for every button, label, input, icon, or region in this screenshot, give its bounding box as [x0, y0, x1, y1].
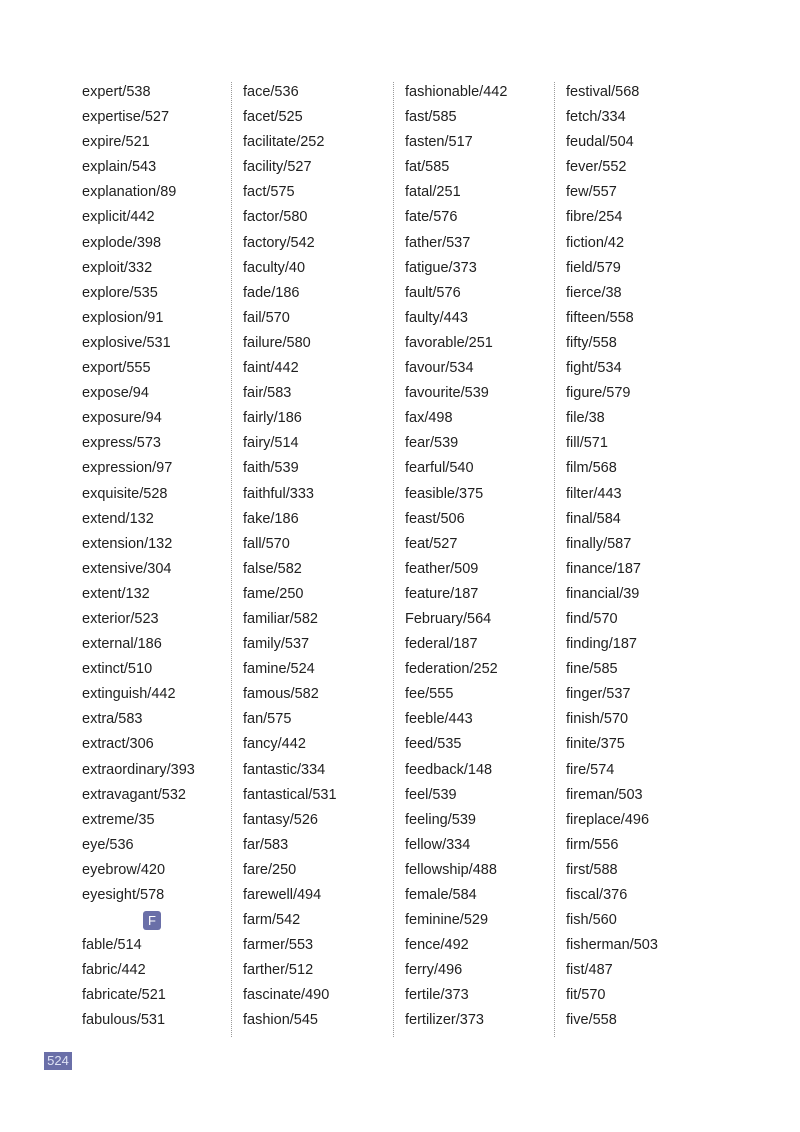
word-entry: eyebrow/420 — [82, 861, 166, 878]
word-entry: fail/570 — [243, 309, 290, 326]
word-entry: feather/509 — [405, 560, 479, 577]
word-entry: faithful/333 — [243, 485, 314, 502]
word-entry: fifty/558 — [566, 334, 617, 351]
word-entry: feeling/539 — [405, 811, 476, 828]
word-entry: fashionable/442 — [405, 84, 508, 100]
word-entry: exposure/94 — [82, 410, 162, 427]
word-entry: fat/585 — [405, 159, 450, 176]
word-entry: fair/583 — [243, 385, 292, 402]
word-entry: explicit/442 — [82, 209, 155, 226]
word-entry: first/588 — [566, 861, 618, 878]
word-entry: feudal/504 — [566, 134, 634, 151]
word-entry: fever/552 — [566, 159, 627, 176]
word-entry: expertise/527 — [82, 109, 170, 126]
word-entry: fate/576 — [405, 209, 458, 226]
word-entry: fantastical/531 — [243, 786, 337, 803]
word-entry: fireman/503 — [566, 786, 643, 803]
word-entry: fifteen/558 — [566, 309, 634, 326]
word-entry: faith/539 — [243, 460, 299, 477]
word-entry: explore/535 — [82, 284, 158, 301]
word-entry: finance/187 — [566, 560, 641, 577]
page-number: 524 — [44, 1052, 72, 1070]
word-entry: fireplace/496 — [566, 811, 650, 828]
word-entry: fatal/251 — [405, 184, 461, 201]
word-entry: fault/576 — [405, 284, 461, 301]
word-entry: feel/539 — [405, 786, 457, 803]
word-entry: explosion/91 — [82, 309, 164, 326]
word-entry: fast/585 — [405, 109, 457, 126]
word-entry: fetch/334 — [566, 109, 626, 126]
word-entry: extensive/304 — [82, 560, 172, 577]
word-entry: fabulous/531 — [82, 1012, 166, 1029]
word-entry: fairy/514 — [243, 435, 299, 452]
word-entry: fan/575 — [243, 711, 292, 728]
word-entry: explanation/89 — [82, 184, 177, 201]
word-entry: feasible/375 — [405, 485, 484, 502]
word-entry: expire/521 — [82, 134, 150, 151]
word-entry: feminine/529 — [405, 912, 489, 929]
word-entry: fish/560 — [566, 912, 617, 929]
word-entry: false/582 — [243, 560, 302, 577]
word-entry: fantastic/334 — [243, 761, 326, 778]
word-entry: external/186 — [82, 636, 162, 653]
word-entry: fare/250 — [243, 861, 297, 878]
word-entry: fantasy/526 — [243, 811, 318, 828]
word-entry: financial/39 — [566, 585, 640, 602]
word-entry: explode/398 — [82, 234, 162, 251]
word-entry: expose/94 — [82, 385, 149, 402]
word-entry: faint/442 — [243, 360, 299, 377]
word-entry: feature/187 — [405, 585, 479, 602]
word-entry: fable/514 — [82, 937, 142, 954]
word-entry: fade/186 — [243, 284, 300, 301]
word-entry: exquisite/528 — [82, 485, 168, 502]
word-entry: female/584 — [405, 887, 477, 903]
word-entry: feast/506 — [405, 510, 465, 527]
word-entry: final/584 — [566, 510, 621, 527]
word-entry: extra/583 — [82, 711, 143, 728]
word-entry: expert/538 — [82, 84, 151, 100]
word-entry: find/570 — [566, 610, 618, 627]
section-letter-row — [82, 908, 222, 933]
word-entry: figure/579 — [566, 385, 631, 402]
word-entry: extraordinary/393 — [82, 761, 195, 778]
word-entry: extent/132 — [82, 585, 150, 602]
word-entry: file/38 — [566, 410, 605, 427]
word-entry: firm/556 — [566, 836, 619, 853]
word-entry: feedback/148 — [405, 761, 493, 778]
column-divider — [393, 82, 394, 1037]
word-entry: fibre/254 — [566, 209, 623, 226]
word-entry: finally/587 — [566, 535, 632, 552]
word-entry: fame/250 — [243, 585, 304, 602]
word-entry: fabric/442 — [82, 962, 146, 979]
word-entry: fill/571 — [566, 435, 608, 452]
word-entry: eye/536 — [82, 836, 134, 853]
word-entry: fabricate/521 — [82, 987, 166, 1004]
word-entry: fact/575 — [243, 184, 295, 201]
word-entry: extract/306 — [82, 736, 154, 753]
section-letter-badge: F — [143, 911, 161, 930]
word-entry: exterior/523 — [82, 610, 159, 627]
word-entry: fatigue/373 — [405, 259, 477, 276]
word-entry: fit/570 — [566, 987, 606, 1004]
word-entry: film/568 — [566, 460, 617, 477]
word-entry: festival/568 — [566, 84, 640, 100]
word-entry: fiscal/376 — [566, 887, 628, 903]
word-entry: famous/582 — [243, 686, 319, 703]
word-entry: fisherman/503 — [566, 937, 658, 954]
word-entry: farewell/494 — [243, 887, 322, 903]
word-entry: farm/542 — [243, 912, 301, 929]
word-entry: fertilizer/373 — [405, 1012, 484, 1029]
word-entry: feed/535 — [405, 736, 462, 753]
word-entry: favorable/251 — [405, 334, 493, 351]
word-entry: expression/97 — [82, 460, 173, 477]
word-entry: fear/539 — [405, 435, 459, 452]
word-entry: feat/527 — [405, 535, 458, 552]
word-entry: fire/574 — [566, 761, 615, 778]
word-entry: extension/132 — [82, 535, 173, 552]
word-entry: extinguish/442 — [82, 686, 176, 703]
word-entry: finding/187 — [566, 636, 637, 653]
word-entry: February/564 — [405, 610, 492, 627]
word-entry: fascinate/490 — [243, 987, 330, 1004]
word-entry: five/558 — [566, 1012, 617, 1029]
word-entry: faculty/40 — [243, 259, 306, 276]
word-entry: factory/542 — [243, 234, 315, 251]
word-entry: fierce/38 — [566, 284, 622, 301]
word-entry: famine/524 — [243, 661, 315, 678]
word-entry: farmer/553 — [243, 937, 314, 954]
word-entry: fake/186 — [243, 510, 299, 527]
word-entry: ferry/496 — [405, 962, 463, 979]
word-entry: extinct/510 — [82, 661, 153, 678]
word-entry: few/557 — [566, 184, 617, 201]
word-entry: faulty/443 — [405, 309, 468, 326]
word-column-2 — [243, 80, 393, 1034]
word-entry: finish/570 — [566, 711, 629, 728]
word-entry: fairly/186 — [243, 410, 302, 427]
word-entry: export/555 — [82, 360, 151, 377]
word-entry: fellowship/488 — [405, 861, 497, 878]
word-entry: far/583 — [243, 836, 289, 853]
word-entry: favourite/539 — [405, 385, 489, 402]
word-column-1 — [82, 80, 232, 1034]
word-entry: field/579 — [566, 259, 621, 276]
word-entry: familiar/582 — [243, 610, 318, 627]
word-entry: filter/443 — [566, 485, 622, 502]
word-entry: extend/132 — [82, 510, 154, 527]
word-entry: fight/534 — [566, 360, 622, 377]
word-entry: extravagant/532 — [82, 786, 186, 803]
word-entry: federation/252 — [405, 661, 498, 678]
word-entry: feeble/443 — [405, 711, 473, 728]
word-entry: facilitate/252 — [243, 134, 325, 151]
word-entry: fancy/442 — [243, 736, 306, 753]
word-entry: fence/492 — [405, 937, 469, 954]
word-entry: exploit/332 — [82, 259, 153, 276]
word-column-4 — [566, 80, 716, 1034]
word-entry: failure/580 — [243, 334, 311, 351]
word-entry: fellow/334 — [405, 836, 471, 853]
word-entry: express/573 — [82, 435, 161, 452]
word-entry: finite/375 — [566, 736, 625, 753]
word-entry: fiction/42 — [566, 234, 625, 251]
word-entry: federal/187 — [405, 636, 478, 653]
word-entry: eyesight/578 — [82, 887, 165, 903]
word-entry: facet/525 — [243, 109, 303, 126]
word-entry: father/537 — [405, 234, 471, 251]
word-entry: fist/487 — [566, 962, 613, 979]
word-entry: extreme/35 — [82, 811, 155, 828]
word-entry: facility/527 — [243, 159, 312, 176]
word-column-3 — [405, 80, 555, 1034]
word-entry: fashion/545 — [243, 1012, 318, 1029]
word-entry: fax/498 — [405, 410, 453, 427]
word-entry: farther/512 — [243, 962, 314, 979]
word-entry: fearful/540 — [405, 460, 474, 477]
word-entry: explain/543 — [82, 159, 157, 176]
word-entry: favour/534 — [405, 360, 474, 377]
word-entry: face/536 — [243, 84, 299, 100]
word-entry: finger/537 — [566, 686, 631, 703]
word-entry: explosive/531 — [82, 334, 171, 351]
word-entry: family/537 — [243, 636, 310, 653]
word-entry: fasten/517 — [405, 134, 473, 151]
word-entry: fall/570 — [243, 535, 290, 552]
word-entry: factor/580 — [243, 209, 308, 226]
word-entry: fee/555 — [405, 686, 454, 703]
word-entry: fine/585 — [566, 661, 618, 678]
word-entry: fertile/373 — [405, 987, 469, 1004]
